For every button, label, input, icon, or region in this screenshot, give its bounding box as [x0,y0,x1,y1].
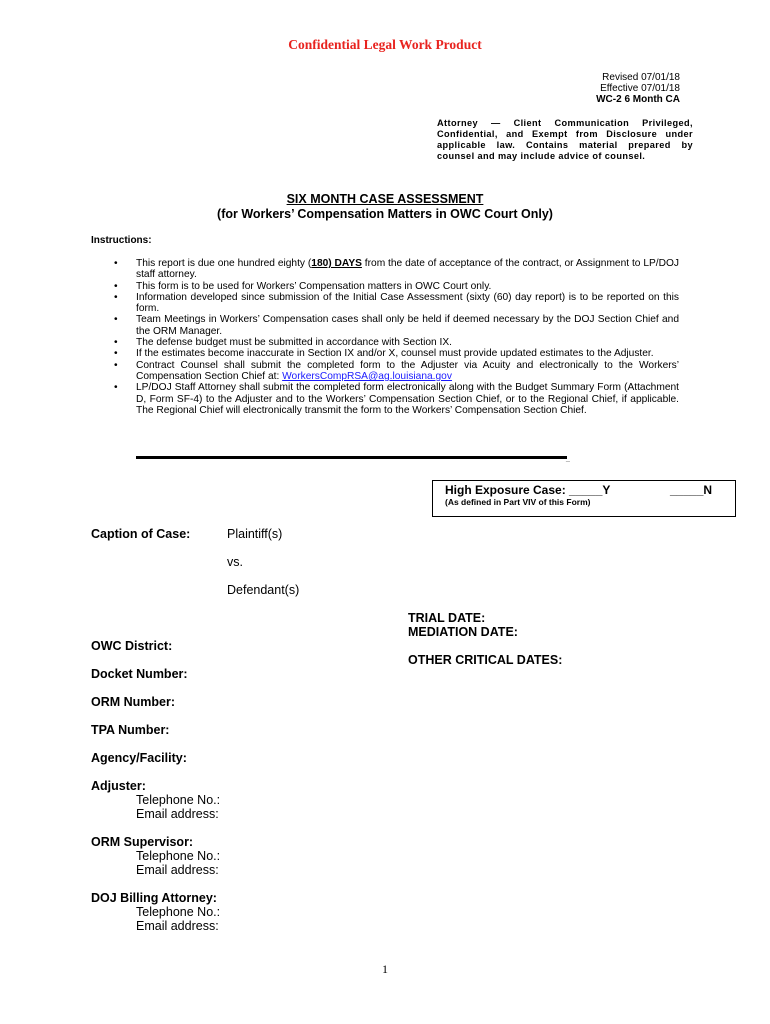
document-subtitle: (for Workers’ Compensation Matters in OWC Court Only) [217,207,553,221]
list-item: • Information developed since submission of the Initial Case Assessment (sixty (60) day report) is to be reported on this form. [114,291,679,315]
mediation-date-field[interactable]: MEDIATION DATE: [408,625,518,639]
docket-number-field[interactable]: Docket Number: [91,667,188,681]
form-code: WC-2 6 Month CA [596,94,680,105]
agency-facility-field[interactable]: Agency/Facility: [91,751,187,765]
plaintiff-field[interactable]: Plaintiff(s) [227,527,283,541]
section-chief-email-link[interactable]: WorkersCompRSA@ag.louisiana.gov [282,370,452,382]
orm-supervisor-email-field[interactable]: Email address: [136,863,219,877]
bullet: • [114,337,118,349]
list-item: • This form is to be used for Workers’ Compensation matters in OWC Court only. [114,280,492,292]
revision-block [596,72,680,105]
bullet: • [114,348,118,360]
bullet: • [114,291,118,303]
list-item: • Contract Counsel shall submit the completed form to the Adjuster via Acuity and electronically to the Workers’ Compensation Section Chief at: WorkersCompRSA@ag.louisiana.gov [114,359,679,382]
caption-label: Caption of Case: [91,527,191,541]
trial-date-field[interactable]: TRIAL DATE: [408,611,486,625]
effective-date: Effective 07/01/18 [600,83,680,94]
privilege-notice: Attorney — Client Communication Privileged, Confidential, and Exempt from Disclosure under applicable law. Contains material prepared by counsel and may include advice of counsel. [437,118,693,161]
confidential-banner: Confidential Legal Work Product [288,37,482,52]
tpa-number-field[interactable]: TPA Number: [91,723,170,737]
high-exposure-note: (As defined in Part VIV of this Form) [445,497,591,507]
bullet: • [114,359,118,371]
bullet: • [114,382,118,394]
divider-rule [136,456,567,459]
list-item: • If the estimates become inaccurate in Section IX and/or X, counsel must provide updated estimates to the Adjuster. [114,348,654,360]
orm-supervisor-telephone-field[interactable]: Telephone No.: [136,849,221,863]
list-item: • Team Meetings in Workers’ Compensation cases shall only be held if deemed necessary by the DOJ Section Chief and the ORM Manager. [114,314,679,337]
list-item: • LP/DOJ Staff Attorney shall submit the completed form electronically along with the Budget Summary Form (Attachment D, Form SF-4) to the Adjuster and to the Workers’ Compensation Section Chief, or to the Regional Chief, if applicable. The Regional Chief will electronically transmit the form to the Workers’ Compensation Section Chief. [114,382,679,416]
bullet: • [114,314,118,326]
doj-billing-email-field[interactable]: Email address: [136,919,219,933]
bullet: • [114,258,118,269]
orm-supervisor-field[interactable]: ORM Supervisor: [91,835,194,849]
orm-number-field[interactable]: ORM Number: [91,695,176,709]
defendant-field[interactable]: Defendant(s) [227,583,300,597]
list-item: • The defense budget must be submitted in accordance with Section IX. [114,337,452,349]
owc-district-field[interactable]: OWC District: [91,639,173,653]
instructions-label: Instructions: [91,235,152,246]
high-exposure-yes[interactable]: High Exposure Case: _____Y [445,483,611,497]
adjuster-telephone-field[interactable]: Telephone No.: [136,793,221,807]
revised-date: Revised 07/01/18 [602,72,680,83]
divider-mark: _ [566,455,570,462]
adjuster-field[interactable]: Adjuster: [91,779,146,793]
instructions-list [91,258,679,416]
page-number: 1 [382,962,388,976]
high-exposure-no[interactable]: _____N [670,483,713,497]
other-dates-field[interactable]: OTHER CRITICAL DATES: [408,653,563,667]
bullet: • [114,280,118,292]
due-days: 180) DAYS [311,258,362,269]
vs-text: vs. [227,555,243,569]
adjuster-email-field[interactable]: Email address: [136,807,219,821]
doj-billing-attorney-field[interactable]: DOJ Billing Attorney: [91,891,217,905]
doj-billing-telephone-field[interactable]: Telephone No.: [136,905,221,919]
list-item: • This report is due one hundred eighty (180) DAYS from the date of acceptance of the contract, or Assignment to LP/DOJ staff attorney. [114,258,679,281]
document-title: SIX MONTH CASE ASSESSMENT [286,192,484,206]
